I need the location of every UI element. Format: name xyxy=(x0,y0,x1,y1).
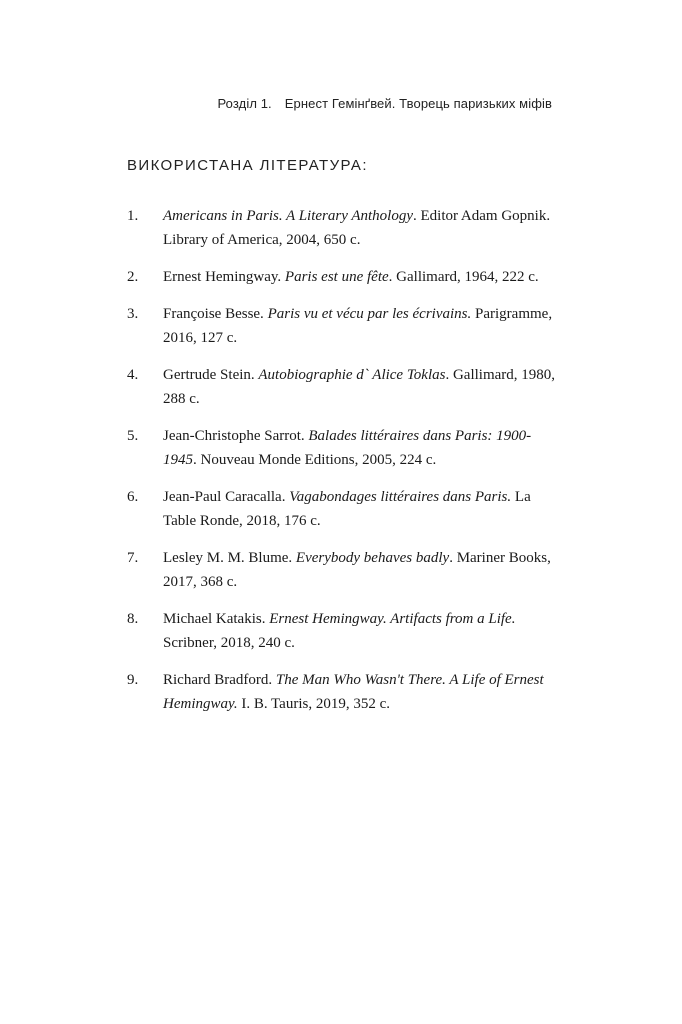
item-author: Françoise Besse. xyxy=(163,306,268,322)
item-details: . Gallimard, 1980, 288 с. xyxy=(163,367,556,407)
chapter-title: Ернест Гемінґвей. Творець паризьких міфів xyxy=(284,96,552,111)
item-title: The Man Who Wasn't There. A Life of Ernest Hemingway. xyxy=(163,672,544,712)
item-author: Michael Katakis. xyxy=(163,611,270,627)
item-details: Scribner, 2018, 240 с. xyxy=(163,635,295,651)
bibliography-item xyxy=(127,363,557,411)
bibliography-item xyxy=(127,424,557,472)
item-number: 5. xyxy=(127,428,139,444)
item-details: . Mariner Books, 2017, 368 с. xyxy=(163,550,551,590)
running-header xyxy=(217,96,552,111)
section-title: ВИКОРИСТАНА ЛІТЕРАТУРА: xyxy=(127,157,368,174)
item-title: Paris vu et vécu par les écrivains. xyxy=(267,306,472,322)
item-number: 1. xyxy=(127,208,139,224)
bibliography-item xyxy=(127,546,557,594)
item-title: Americans in Paris. A Literary Anthology xyxy=(163,208,413,224)
item-author: Ernest Hemingway. xyxy=(163,269,285,285)
item-title: Vagabondages littéraires dans Paris. xyxy=(289,489,512,505)
item-details: La Table Ronde, 2018, 176 с. xyxy=(163,489,531,529)
item-number: 8. xyxy=(127,611,139,627)
item-title: Paris est une fête xyxy=(284,269,389,285)
chapter-label: Розділ 1. xyxy=(217,96,272,111)
bibliography-item xyxy=(127,302,557,350)
item-details: I. B. Tauris, 2019, 352 с. xyxy=(237,696,390,712)
item-number: 7. xyxy=(127,550,139,566)
item-details: Parigramme, 2016, 127 с. xyxy=(163,306,553,346)
bibliography-item xyxy=(127,668,557,716)
item-author: Jean-Paul Caracalla. xyxy=(163,489,290,505)
bibliography-item xyxy=(127,204,557,252)
item-title: Ernest Hemingway. Artifacts from a Life. xyxy=(269,611,516,627)
item-author: Lesley M. M. Blume. xyxy=(163,550,296,566)
item-details: . Nouveau Monde Editions, 2005, 224 с. xyxy=(193,452,437,468)
item-number: 6. xyxy=(127,489,139,505)
item-number: 2. xyxy=(127,269,139,285)
item-number: 3. xyxy=(127,306,139,322)
item-author: Gertrude Stein. xyxy=(163,367,259,383)
item-number: 9. xyxy=(127,672,139,688)
item-title: Autobiographie d` Alice Toklas xyxy=(258,367,446,383)
item-details: . Editor Adam Gopnik. Library of America, 2004, 650 с. xyxy=(163,208,551,248)
item-author: Richard Bradford. xyxy=(163,672,276,688)
item-title: Everybody behaves badly xyxy=(295,550,450,566)
item-details: . Gallimard, 1964, 222 с. xyxy=(388,269,539,285)
item-number: 4. xyxy=(127,367,139,383)
item-author: Jean-Christophe Sarrot. xyxy=(163,428,309,444)
item-title: Balades littéraires dans Paris: 1900-1945 xyxy=(163,428,532,468)
bibliography-item xyxy=(127,607,557,655)
bibliography-item xyxy=(127,265,557,289)
bibliography-item xyxy=(127,485,557,533)
bibliography-list xyxy=(127,204,557,729)
